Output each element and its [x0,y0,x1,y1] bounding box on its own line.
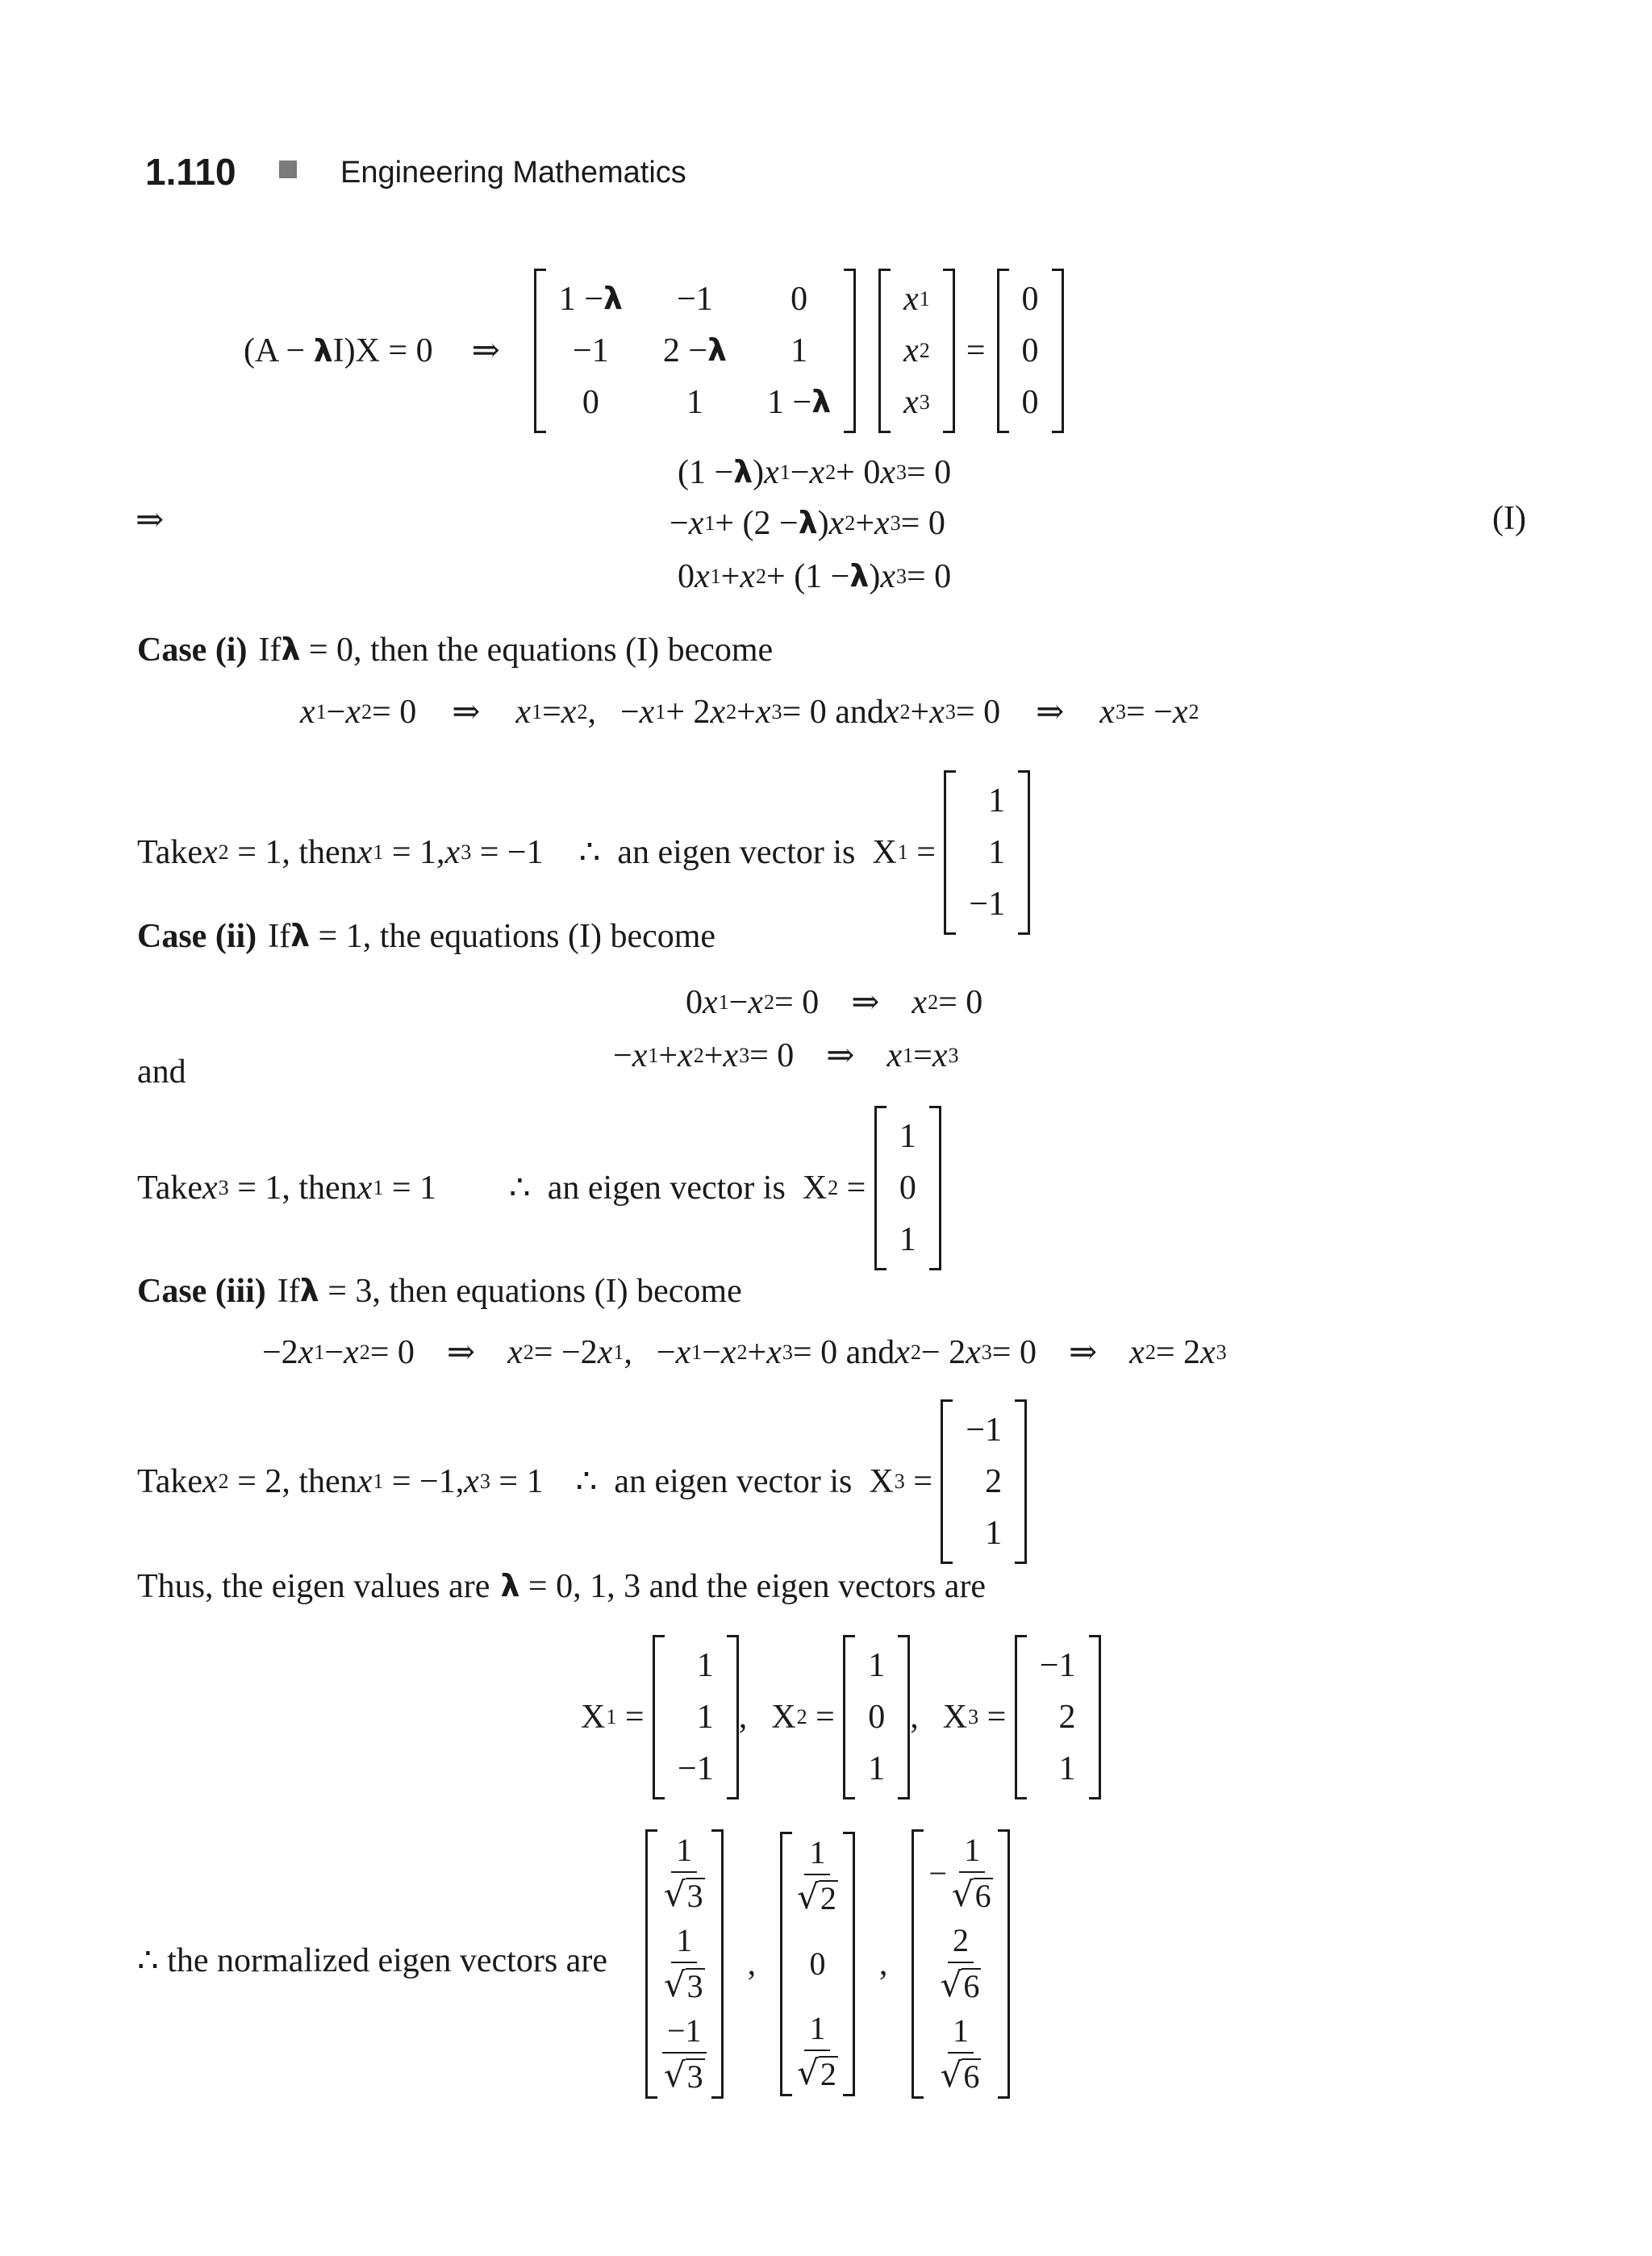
unknown-vector: x 1 x 2 x 3 [878,269,955,433]
normalized-x1: 1 √ 3 1 √ 3 −1 √ 3 [645,1829,724,2099]
eigenvector-x2: 1 0 1 [874,1106,941,1270]
matrix-equation: (A − λI)X = 0 ⇒ 1 − λ −1 0 −1 2 − λ 1 0 1 1 − λ x 1 x 2 x 3 = 0 0 0 [244,274,1064,427]
case3-heading: Case (iii) If λ = 3, then equations (I) become [137,1273,742,1310]
normalized-vectors: 1 √ 3 1 √ 3 −1 √ 3 , 1 √ 2 0 1 √ 2 , − 1 √ 6 2 √ 6 1 √ 6 [645,1815,1010,2113]
summary-x3: −1 2 1 [1015,1635,1101,1799]
case1-equations: x 1 − x 2 = 0 ⇒ x 1 = x 2 , − x 1 + 2 x 2 + x 3 = 0 and x 2 + x 3 = 0 ⇒ x 3 = − x 2 [300,694,1199,731]
eq-3: 0 x 1 + x 2 + (1 − λ ) x 3 = 0 [678,558,952,595]
normalized-x3: − 1 √ 6 2 √ 6 1 √ 6 [912,1829,1009,2099]
coefficient-matrix: 1 − λ −1 0 −1 2 − λ 1 0 1 1 − λ [534,269,856,433]
eigenvector-x1: 1 1 −1 [944,770,1030,935]
header-square-icon [279,161,297,178]
lhs-expression: (A − λI)X = 0 [244,332,433,369]
case1-heading: Case (i) If λ = 0, then the equations (I) become [137,632,774,669]
case3-take: Take x 2 = 2, then x 1 = −1, x 3 = 1 ∴ an eigen vector is X 3 = −1 2 1 [137,1405,1027,1558]
case3-equations: −2 x 1 − x 2 = 0 ⇒ x 2 = −2 x 1 , − x 1 − x 2 + x 3 = 0 and x 2 − 2 x 3 = 0 ⇒ x 2 = 2 x 3 [262,1334,1227,1371]
normalized-label: ∴ the normalized eigen vectors are [137,1942,607,1979]
case2-and: and [137,1053,186,1090]
case1-take: Take x 2 = 1, then x 1 = 1, x 3 = −1 ∴ an eigen vector is X 1 = 1 1 −1 [137,776,1030,929]
summary-x2: 1 0 1 [843,1635,910,1799]
implies-symbol: ⇒ [471,332,500,369]
case2-eq1: 0 x 1 − x 2 = 0 ⇒ x 2 = 0 [686,984,983,1021]
case2-eq2: − x 1 + x 2 + x 3 = 0 ⇒ x 1 = x 3 [613,1037,959,1074]
zero-vector: 0 0 0 [997,269,1064,433]
implies-arrow: ⇒ [136,502,165,539]
eigenvector-summary: X 1 = 1 1 −1 , X 2 = 1 0 1 , X 3 = −1 2 1 [581,1641,1101,1794]
page-number: 1.110 [145,151,236,193]
equation-label: (I) [1492,500,1526,537]
eq-2: − x 1 + (2 − λ ) x 2 + x 3 = 0 [670,505,945,542]
case2-heading: Case (ii) If λ = 1, the equations (I) become [137,918,716,955]
normalized-x2: 1 √ 2 0 1 √ 2 [780,1832,855,2096]
case2-take: Take x 3 = 1, then x 1 = 1 ∴ an eigen vector is X 2 = 1 0 1 [137,1111,941,1265]
summary-text: Thus, the eigen values are λ = 0, 1, 3 and the eigen vectors are [137,1568,987,1605]
eigenvector-x3: −1 2 1 [941,1399,1027,1564]
book-title: Engineering Mathematics [340,156,686,190]
eq-1: (1 − λ ) x 1 − x 2 + 0 x 3 = 0 [678,454,952,491]
summary-x1: 1 1 −1 [653,1635,739,1799]
